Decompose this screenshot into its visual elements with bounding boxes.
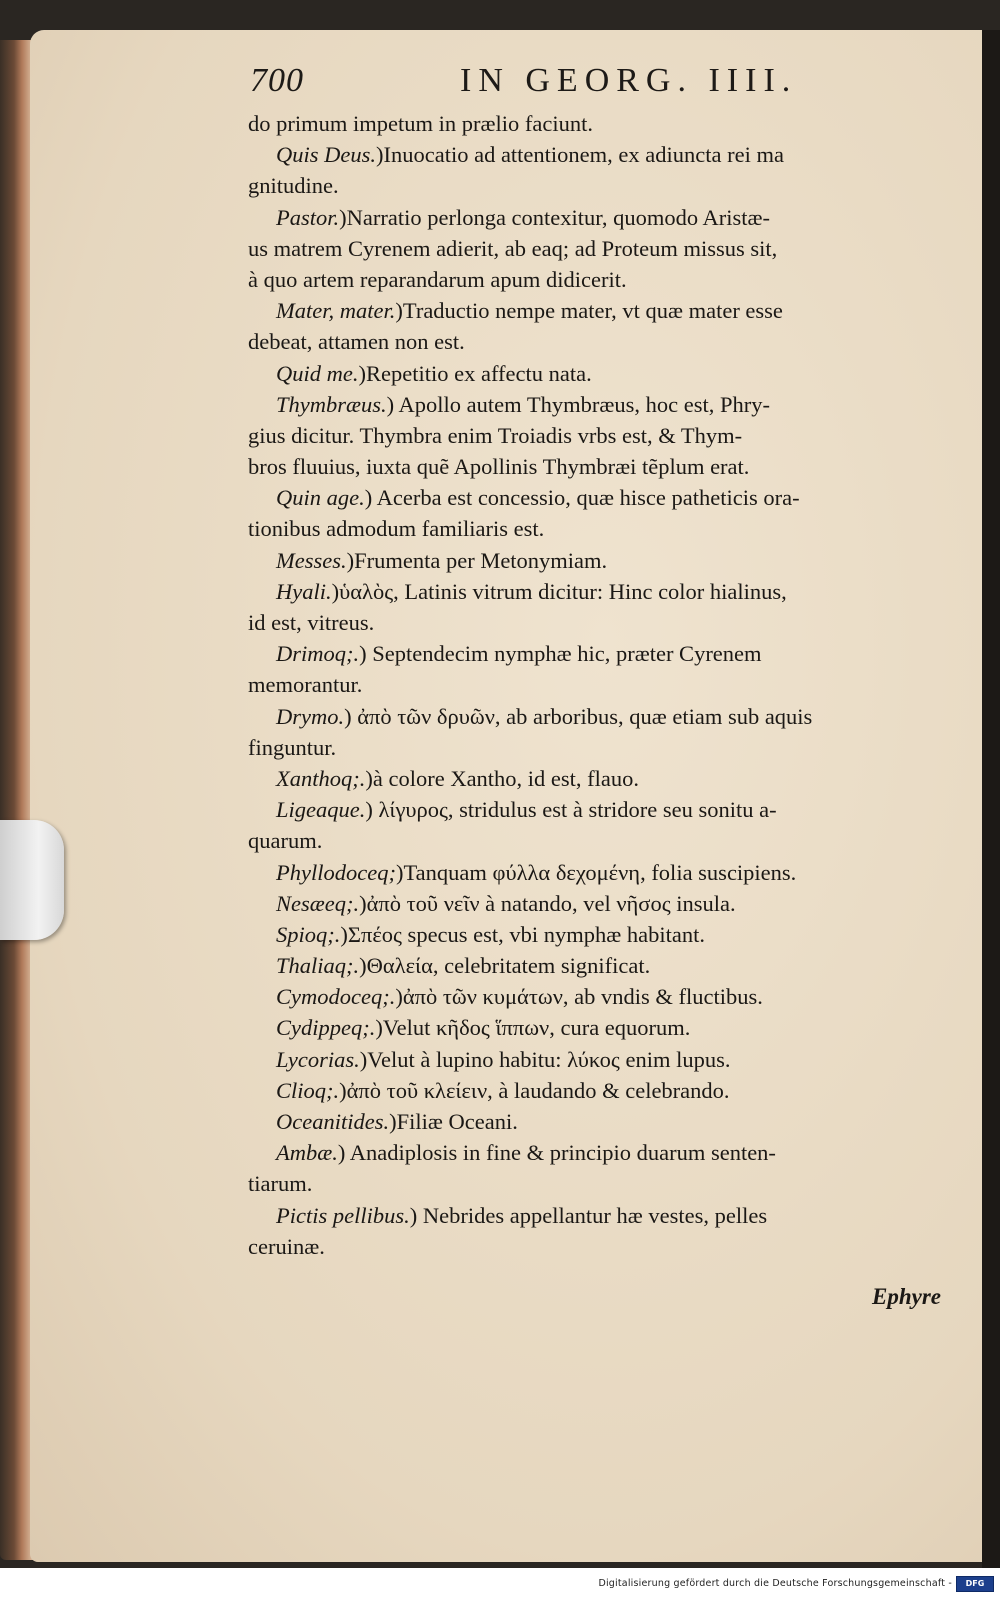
text-line: [248, 1137, 960, 1168]
text-line: [248, 1044, 960, 1075]
text-line: [248, 1200, 960, 1231]
line-text: us matrem Cyrenem adierit, ab eaq; ad Proteum missus sit,: [248, 235, 778, 261]
line-text: ) Anadiplosis in fine & principio duarum senten-: [337, 1140, 776, 1166]
text-line: [248, 295, 960, 326]
line-text: ) Acerba est concessio, quæ hisce patheticis ora-: [364, 485, 800, 511]
book-gutter: [982, 30, 1000, 1570]
line-text: )Traductio nempe mater, vt quæ mater esse: [395, 298, 783, 324]
line-text: )Θαλεία, celebritatem significat.: [359, 953, 651, 979]
text-line: [248, 1106, 960, 1137]
text-line: [248, 420, 960, 451]
dfg-logo: DFG: [956, 1576, 994, 1592]
line-text: gius dicitur. Thymbra enim Troiadis vrbs est, & Thym-: [248, 422, 743, 448]
lemma: Cymodoceq;.: [276, 984, 396, 1010]
lemma: Thymbræus.: [276, 391, 387, 417]
text-line: [248, 1012, 960, 1043]
digitization-footer: [0, 1568, 1000, 1598]
line-text: )Inuocatio ad attentionem, ex adiuncta rei ma: [376, 142, 784, 168]
line-text: memorantur.: [248, 672, 363, 698]
lemma: Mater, mater.: [276, 298, 396, 324]
line-text: )Tanquam φύλλα δεχομένη, folia suscipiens.: [395, 859, 797, 885]
line-text: tiarum.: [248, 1171, 313, 1197]
lemma: Ambæ.: [276, 1140, 338, 1166]
line-text: à quo artem reparandarum apum didicerit.: [248, 266, 627, 292]
line-text: )ὑαλὸς, Latinis vitrum dicitur: Hinc color hialinus,: [331, 578, 787, 604]
text-line: [248, 888, 960, 919]
lemma: Cydippeq;.: [276, 1015, 376, 1041]
text-line: [248, 638, 960, 669]
text-line: [248, 482, 960, 513]
lemma: Phyllodoceq;: [276, 859, 396, 885]
lemma: Spioq;.: [276, 921, 341, 947]
text-line: [248, 701, 960, 732]
text-line: [248, 139, 960, 170]
footer-credit: Digitalisierung gefördert durch die Deutsche Forschungsgemeinschaft -: [598, 1578, 952, 1589]
lemma: Quin age.: [276, 485, 365, 511]
text-line: [248, 233, 960, 264]
line-text: do primum impetum in prælio faciunt.: [248, 111, 593, 136]
line-text: finguntur.: [248, 734, 337, 760]
text-line: [248, 669, 960, 700]
text-line: [248, 513, 960, 544]
text-line: [248, 732, 960, 763]
text-line: [248, 981, 960, 1012]
lemma: Nesæeq;.: [276, 890, 360, 916]
text-line: [248, 950, 960, 981]
text-line: [248, 358, 960, 389]
text-line: [248, 170, 960, 201]
running-head: [250, 62, 830, 108]
text-line: [248, 389, 960, 420]
line-text: ) Apollo autem Thymbræus, hoc est, Phry-: [386, 391, 770, 417]
line-text: )Narratio perlonga contexitur, quomodo Aristæ-: [339, 204, 771, 230]
lemma: Pictis pellibus.: [276, 1202, 410, 1228]
lemma: Quid me.: [276, 360, 359, 386]
text-line: [248, 1168, 960, 1199]
text-line: [248, 202, 960, 233]
lemma: Ligeaque.: [276, 797, 366, 823]
line-text: bros fluuius, iuxta quẽ Apollinis Thymbræi tẽplum erat.: [248, 454, 750, 480]
lemma: Drimoq;.: [276, 641, 360, 667]
line-text: )Velut à lupino habitu: λύκος enim lupus.: [359, 1046, 731, 1072]
line-text: ) Septendecim nymphæ hic, præter Cyrenem: [359, 641, 762, 667]
lemma: Hyali.: [276, 578, 332, 604]
page-number: 700: [250, 62, 304, 99]
line-text: )ἀπὸ τῶν κυμάτων, ab vndis & fluctibus.: [395, 984, 763, 1010]
line-text: )Repetitio ex affectu nata.: [358, 360, 592, 386]
line-text: )Filiæ Oceani.: [389, 1109, 518, 1134]
line-text: id est, vitreus.: [248, 610, 375, 635]
lemma: Xanthoq;.: [276, 765, 366, 791]
text-line: [248, 108, 960, 139]
text-line: [248, 825, 960, 856]
line-text: gnitudine.: [248, 173, 339, 199]
page-clip: [0, 820, 64, 940]
line-text: tionibus admodum familiaris est.: [248, 516, 545, 542]
line-text: )Σπέος specus est, vbi nymphæ habitant.: [340, 921, 706, 947]
text-line: [248, 607, 960, 638]
lemma: Clioq;.: [276, 1077, 340, 1103]
catchword: Ephyre: [872, 1284, 941, 1309]
text-line: [248, 1075, 960, 1106]
lemma: Thaliaq;.: [276, 953, 360, 979]
line-text: ) ἀπὸ τῶν δρυῶν, ab arboribus, quæ etiam sub aquis: [344, 703, 813, 729]
lemma: Lycorias.: [276, 1046, 360, 1072]
text-line: [248, 919, 960, 950]
text-line: [248, 326, 960, 357]
line-text: )Velut κῆδος ἵππων, cura equorum.: [375, 1015, 691, 1041]
text-line: [248, 794, 960, 825]
lemma: Pastor.: [276, 204, 340, 230]
text-line: [248, 763, 960, 794]
running-title: IN GEORG. IIII.: [460, 62, 798, 99]
line-text: ) λίγυρος, stridulus est à stridore seu sonitu a-: [365, 797, 777, 823]
text-line: [248, 545, 960, 576]
line-text: quarum.: [248, 828, 323, 854]
line-text: )ἀπὸ τοῦ κλείειν, à laudando & celebrando.: [339, 1077, 730, 1103]
text-line: [248, 264, 960, 295]
line-text: ceruinæ.: [248, 1233, 325, 1259]
lemma: Drymo.: [276, 703, 345, 729]
line-text: debeat, attamen non est.: [248, 329, 465, 355]
text-line: [248, 451, 960, 482]
line-text: ) Nebrides appellantur hæ vestes, pelles: [409, 1202, 768, 1228]
line-text: )Frumenta per Metonymiam.: [346, 547, 608, 573]
text-line: [248, 576, 960, 607]
text-line: [248, 1231, 960, 1262]
lemma: Quis Deus.: [276, 142, 376, 168]
lemma: Oceanitides.: [276, 1109, 390, 1134]
line-text: )à colore Xantho, id est, flauo.: [365, 765, 640, 791]
line-text: )ἀπὸ τοῦ νεῖν à natando, vel νῆσος insula.: [359, 890, 736, 916]
lemma: Messes.: [276, 547, 347, 573]
commentary-text: [248, 108, 960, 1262]
text-line: [248, 857, 960, 888]
